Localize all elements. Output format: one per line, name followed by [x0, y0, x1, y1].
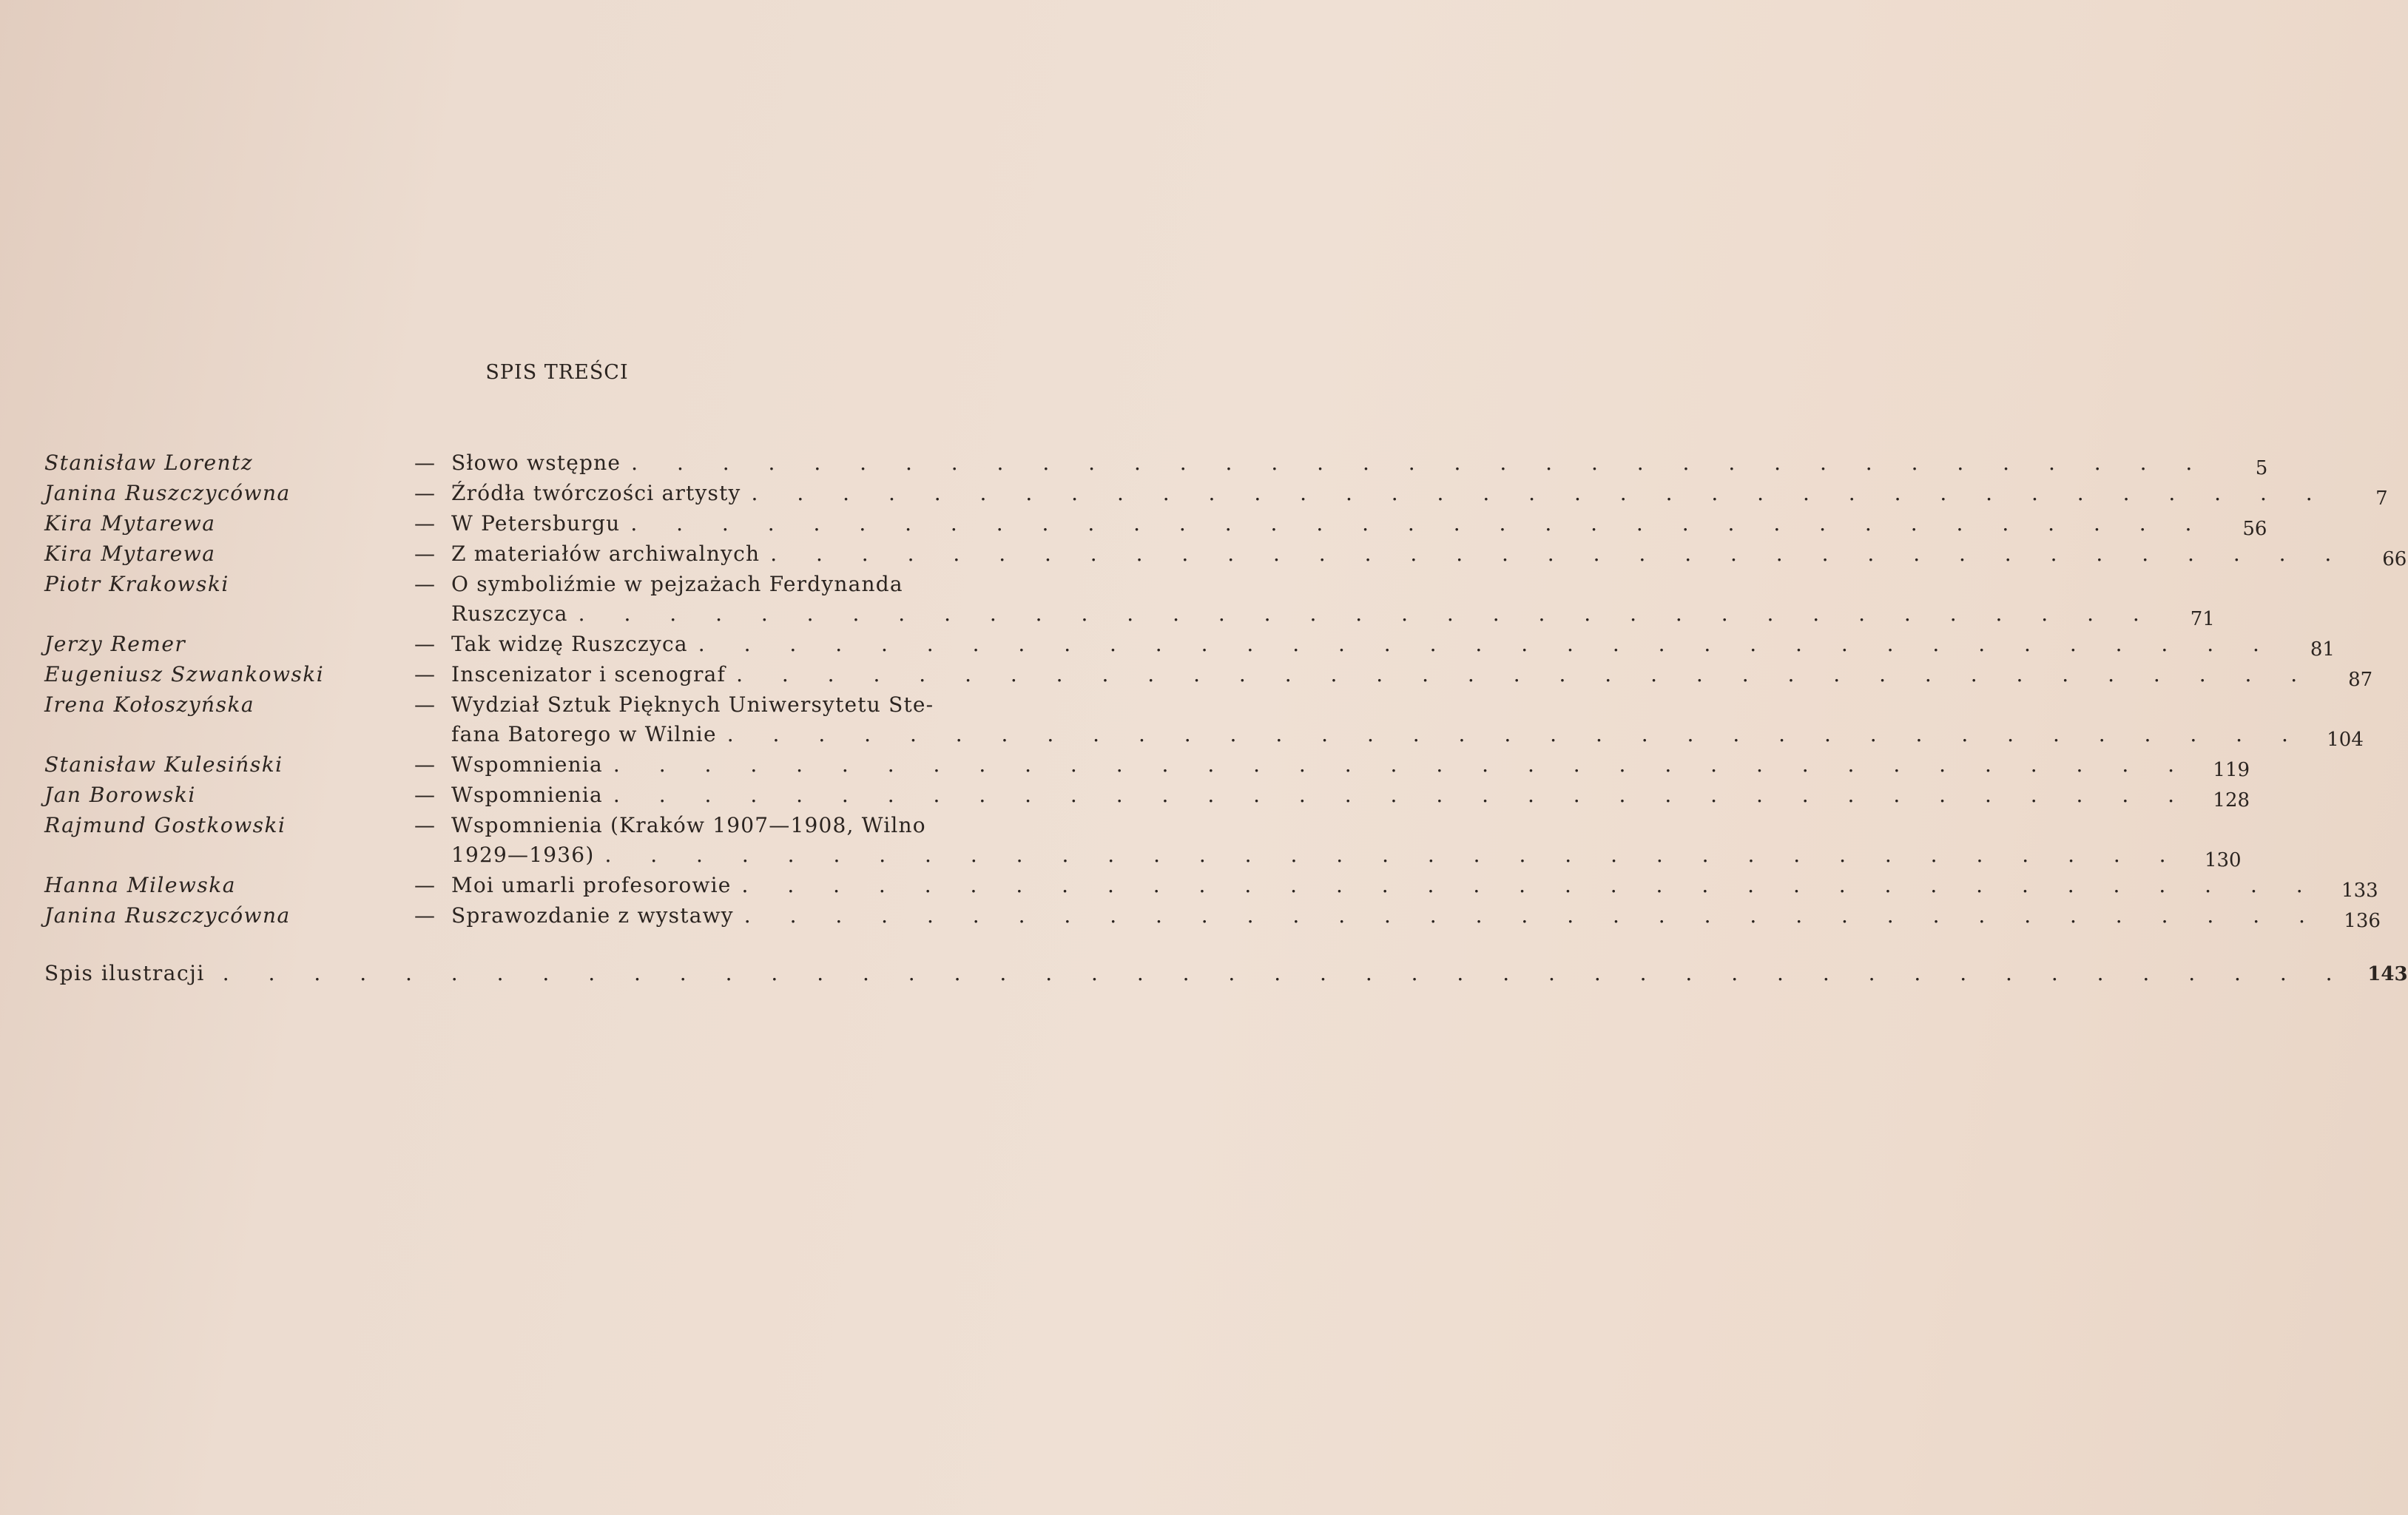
toc-page-number: 136 [2344, 910, 2381, 932]
toc-title-text: Inscenizator i scenograf [451, 662, 726, 686]
toc-title-text: Wspomnienia [451, 783, 603, 807]
toc-title-block [451, 539, 2407, 570]
toc-title-line [451, 750, 2250, 780]
toc-title-text: Wydział Sztuk Pięknych Uniwersytetu Ste- [451, 692, 934, 717]
dot-leader: . . . . . . . . . . . . . . . . . . . . . . . . . . . . . . . . . . . [698, 632, 2276, 656]
dot-leader: . . . . . . . . . . . . . . . . . . . . . . . . . . . . . . . . . . . [631, 451, 2209, 475]
dot-leader: . . . . . . . . . . . . . . . . . . . . . . . . . . . . . . . . . . . [726, 722, 2304, 746]
toc-title-text: Sprawozdanie z wystawy [451, 903, 734, 928]
toc-page-number: 7 [2375, 487, 2388, 510]
toc-dash: — [414, 481, 435, 505]
toc-title-line [451, 901, 2381, 931]
illustrations-page-number: 143 [2367, 963, 2408, 985]
toc-title-text: Moi umarli profesorowie [451, 873, 732, 897]
dot-leader: . . . . . . . . . . . . . . . . . . . . . . . . . . . . . . . . . . . [604, 843, 2182, 867]
dot-leader: . . . . . . . . . . . . . . . . . . . . . . . . . . . . . . . . . . . [630, 511, 2208, 536]
dot-leader: . . . . . . . . . . . . . . . . . . . . . . . . . . . . . . . . . . . [751, 481, 2329, 505]
toc-dash: — [414, 783, 435, 807]
toc-author: Kira Mytarewa [44, 511, 216, 536]
toc-title-line [451, 660, 2372, 690]
toc-title-block [451, 509, 2267, 539]
toc-entry [44, 448, 2268, 479]
toc-title-text: O symboliźmie w pejzażach Ferdynanda [451, 572, 903, 596]
toc-title-line [451, 780, 2250, 811]
toc-dash: — [414, 692, 435, 717]
toc-title-line [451, 570, 2215, 599]
toc-author: Jan Borowski [44, 783, 196, 807]
toc-title-text: Ruszczyca [451, 601, 568, 626]
toc-dash: — [414, 873, 435, 897]
toc-page-number: 56 [2242, 518, 2267, 540]
toc-title-line [451, 840, 2242, 871]
toc-page-number: 133 [2341, 880, 2378, 902]
toc-dash: — [414, 572, 435, 596]
toc-dash: — [414, 903, 435, 928]
toc-dash: — [414, 662, 435, 686]
toc-page-number: 66 [2382, 548, 2407, 570]
toc-title-line [451, 479, 2388, 509]
toc-title-block [451, 660, 2372, 690]
illustrations-entry [44, 959, 2408, 989]
toc-title-block [451, 630, 2335, 660]
toc-title-block [451, 780, 2250, 811]
dot-leader: . . . . . . . . . . . . . . . . . . . . . . . . . . . . . . . . . . . [613, 752, 2191, 777]
toc-author: Janina Ruszczycówna [44, 481, 291, 505]
toc-page-number: 119 [2213, 759, 2250, 781]
toc-entry [44, 780, 2250, 812]
toc-dash: — [414, 752, 435, 777]
toc-author: Rajmund Gostkowski [44, 813, 286, 837]
toc-title-text: Wspomnienia (Kraków 1907—1908, Wilno [451, 813, 926, 837]
toc-entry [44, 660, 2373, 691]
dot-leader: . . . . . . . . . . . . . . . . . . . . . . . . . . . . . . . . . . . [613, 783, 2191, 807]
toc-entry [44, 539, 2407, 570]
toc-entry [44, 479, 2388, 510]
toc-title-block [451, 479, 2388, 509]
toc-author: Stanisław Lorentz [44, 451, 254, 475]
toc-title-block [451, 750, 2250, 780]
toc-title-text: 1929—1936) [451, 843, 595, 867]
toc-author: Irena Kołoszyńska [44, 692, 255, 717]
toc-author: Piotr Krakowski [44, 572, 229, 596]
toc-entry [44, 811, 2242, 871]
toc-dash: — [414, 511, 435, 536]
toc-dash: — [414, 451, 435, 475]
toc-entry [44, 901, 2381, 932]
toc-page-number: 87 [2348, 669, 2373, 691]
toc-dash: — [414, 632, 435, 656]
toc-entry [44, 690, 2364, 751]
toc-title-text: Słowo wstępne [451, 451, 621, 475]
dot-leader: . . . . . . . . . . . . . . . . . . . . . . . . . . . . . . . . . . . [743, 903, 2321, 928]
toc-title-block [451, 871, 2378, 901]
toc-title-line [451, 871, 2378, 901]
toc-author: Eugeniusz Szwankowski [44, 662, 325, 686]
toc-page-number: 71 [2190, 608, 2215, 630]
toc-author: Kira Mytarewa [44, 541, 216, 566]
toc-author: Stanisław Kulesiński [44, 752, 283, 777]
toc-title-line [451, 690, 2364, 720]
table-of-contents [44, 448, 2407, 932]
toc-page-number: 130 [2204, 849, 2242, 871]
dot-leader: . . . . . . . . . . . . . . . . . . . . . . . . . . . . . . . . . . . [736, 662, 2314, 686]
toc-page-number: 128 [2213, 789, 2250, 812]
toc-author: Janina Ruszczycówna [44, 903, 291, 928]
toc-title-line [451, 720, 2364, 750]
toc-author: Jerzy Remer [44, 632, 186, 656]
toc-title-text: fana Batorego w Wilnie [451, 722, 717, 746]
dot-leader: . . . . . . . . . . . . . . . . . . . . . . . . . . . . . . . . . . . [578, 601, 2156, 626]
toc-entry [44, 871, 2378, 902]
toc-title-line [451, 509, 2267, 539]
toc-title-line [451, 811, 2242, 840]
illustrations-label: Spis ilustracji [44, 961, 205, 985]
toc-title-text: W Petersburgu [451, 511, 621, 536]
dot-leader: . . . . . . . . . . . . . . . . . . . . . . . . . . . . . . . . . . . [770, 541, 2348, 566]
toc-entry [44, 509, 2267, 540]
page-title: SPIS TREŚCI [485, 361, 629, 384]
dot-leader: . . . . . . . . . . . . . . . . . . . . . . . . . . . . . . . . . . . [741, 873, 2319, 897]
toc-dash: — [414, 813, 435, 837]
toc-title-line [451, 448, 2267, 479]
toc-page-number: 5 [2255, 457, 2268, 479]
toc-title-text: Tak widzę Ruszczyca [451, 632, 688, 656]
toc-title-block [451, 448, 2267, 479]
dot-leader: . . . . . . . . . . . . . . . . . . . . . . . . . . . . . . . . . . . . . . . . . . . . . . . [222, 961, 2349, 985]
toc-title-block [451, 811, 2242, 871]
toc-entry [44, 750, 2250, 781]
toc-page-number: 104 [2327, 729, 2364, 751]
toc-title-line [451, 539, 2407, 570]
toc-entry [44, 630, 2335, 661]
toc-author: Hanna Milewska [44, 873, 236, 897]
toc-entry [44, 570, 2215, 630]
toc-title-line [451, 599, 2215, 630]
toc-title-block [451, 570, 2215, 630]
toc-title-block [451, 901, 2381, 931]
toc-title-block [451, 690, 2364, 750]
toc-title-line [451, 630, 2335, 660]
toc-page-number: 81 [2310, 638, 2335, 661]
toc-dash: — [414, 541, 435, 566]
toc-title-text: Z materiałów archiwalnych [451, 541, 760, 566]
toc-title-text: Wspomnienia [451, 752, 603, 777]
toc-title-text: Źródła twórczości artysty [451, 481, 741, 505]
